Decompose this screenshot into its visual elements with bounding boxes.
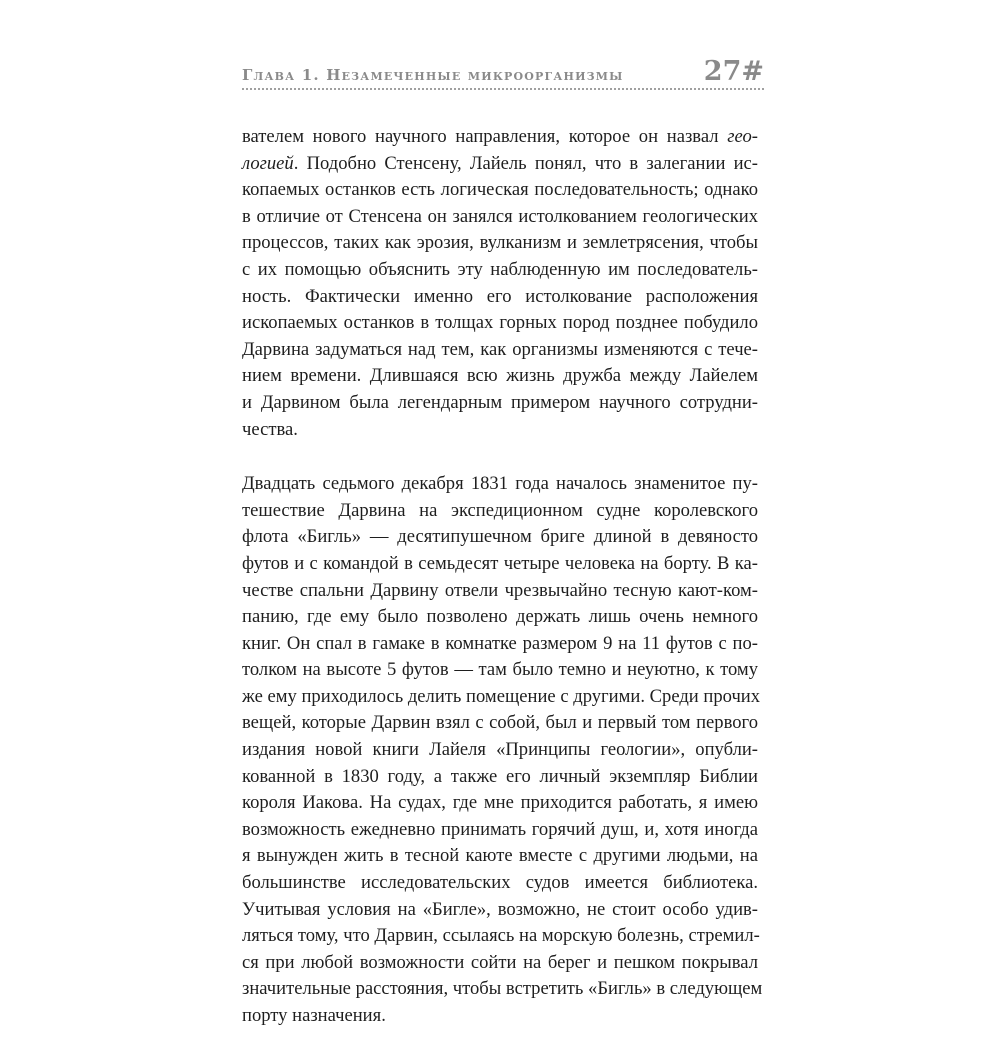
line-text: ляться тому, что Дарвин, ссылаясь на морскую болезнь, стремил- (242, 925, 760, 947)
text-line (242, 657, 758, 684)
line-text: и Дарвином была легендарным примером научного сотрудни- (242, 391, 758, 413)
text-line (242, 363, 758, 390)
text-line (242, 923, 758, 950)
running-header (242, 56, 764, 90)
text-line (242, 870, 758, 897)
line-text: ся при любой возможности сойти на берег и пешком покрывал (242, 951, 758, 973)
line-text: Дарвина задуматься над тем, как организмы изменяются с тече- (242, 338, 758, 360)
line-text: с их помощью объяснить эту наблюденную им последователь- (242, 258, 758, 280)
text-line (242, 124, 758, 151)
line-text: короля Иакова. На судах, где мне приходится работать, я имею (242, 792, 758, 814)
line-text: кованной в 1830 году, а также его личный экземпляр Библии (242, 765, 758, 787)
text-line (242, 790, 758, 817)
line-text: нием времени. Длившаяся всю жизнь дружба между Лайелем (242, 365, 758, 387)
line-text: большинстве исследовательских судов имеется библиотека. (242, 872, 758, 894)
line-text: ископаемых останков в толщах горных пород позднее побудило (242, 312, 758, 334)
line-text: вателем нового научного направления, которое он назвал (242, 126, 728, 147)
paragraph (242, 124, 758, 443)
dotted-divider (242, 88, 764, 90)
text-line (242, 151, 758, 178)
text-line (242, 737, 758, 764)
line-text: футов и с командой в семьдесят четыре человека на борту. В ка- (242, 552, 758, 574)
text-line (242, 604, 758, 631)
line-text: возможность ежедневно принимать горячий душ, и, хотя иногда (242, 818, 758, 840)
line-text: в отличие от Стенсена он занялся истолкованием геологических (242, 205, 758, 227)
text-line (242, 710, 758, 737)
line-text: толком на высоте 5 футов — там было темно и неуютно, к тому (242, 659, 758, 681)
line-text: . Подобно Стенсену, Лайель понял, что в залегании ис- (293, 152, 758, 174)
text-line (242, 631, 758, 658)
line-text: значительные расстояния, чтобы встретить «Бигль» в следующем (242, 978, 763, 1000)
line-text: книг. Он спал в гамаке в комнатке размером 9 на 11 футов с по- (242, 632, 758, 654)
line-text: панию, где ему было позволено держать лишь очень немного (242, 606, 758, 628)
line-text: вещей, которые Дарвин взял с собой, был и первый том первого (242, 712, 758, 734)
line-text: я вынужден жить в тесной каюте вместе с другими людьми, на (242, 845, 758, 867)
text-line (242, 764, 758, 791)
text-line (242, 843, 758, 870)
text-line (242, 950, 758, 977)
text-line (242, 897, 758, 924)
text-line (242, 284, 758, 311)
page-body (242, 124, 763, 1058)
line-text: же ему приходилось делить помещение с другими. Среди прочих (242, 685, 761, 707)
line-text: честве спальни Дарвину отвели чрезвычайно тесную кают-ком- (242, 579, 758, 601)
line-text: Двадцать седьмого декабря 1831 года началось знаменитое пу- (242, 473, 758, 495)
text-line (242, 578, 758, 605)
text-line (242, 230, 758, 257)
line-text: ность. Фактически именно его истолкование расположения (242, 285, 758, 307)
line-text: издания новой книги Лайеля «Принципы геологии», опубли- (242, 739, 758, 761)
text-line (242, 417, 758, 444)
line-text: порту назначения. (242, 1005, 386, 1026)
text-line (242, 337, 758, 364)
text-line (242, 498, 758, 525)
line-text: тешествие Дарвина на экспедиционном судне королевского (242, 499, 758, 521)
line-text: копаемых останков есть логическая последовательность; однако (242, 179, 758, 201)
text-line (242, 976, 763, 1003)
page-number: 27# (703, 56, 764, 87)
text-line (242, 524, 758, 551)
text-line (242, 257, 758, 284)
line-text: Учитывая условия на «Бигле», возможно, не стоит особо удив- (242, 898, 758, 920)
line-text: флота «Бигль» — десятипушечном бриге длиной в девяносто (242, 526, 758, 548)
text-line (242, 177, 758, 204)
paragraph (242, 471, 763, 1029)
chapter-title: Глава 1. Незамеченные микроорганизмы (242, 66, 624, 84)
italic-term: гео- (727, 126, 758, 147)
text-line (242, 551, 758, 578)
text-line (242, 471, 758, 498)
line-text: чества. (242, 418, 298, 440)
line-text: процессов, таких как эрозия, вулканизм и землетрясения, чтобы (242, 232, 758, 254)
text-line (242, 684, 761, 711)
text-line (242, 390, 758, 417)
text-line (242, 1003, 758, 1030)
text-line (242, 310, 758, 337)
text-line (242, 817, 758, 844)
text-line (242, 204, 758, 231)
italic-term: логией (242, 152, 294, 174)
